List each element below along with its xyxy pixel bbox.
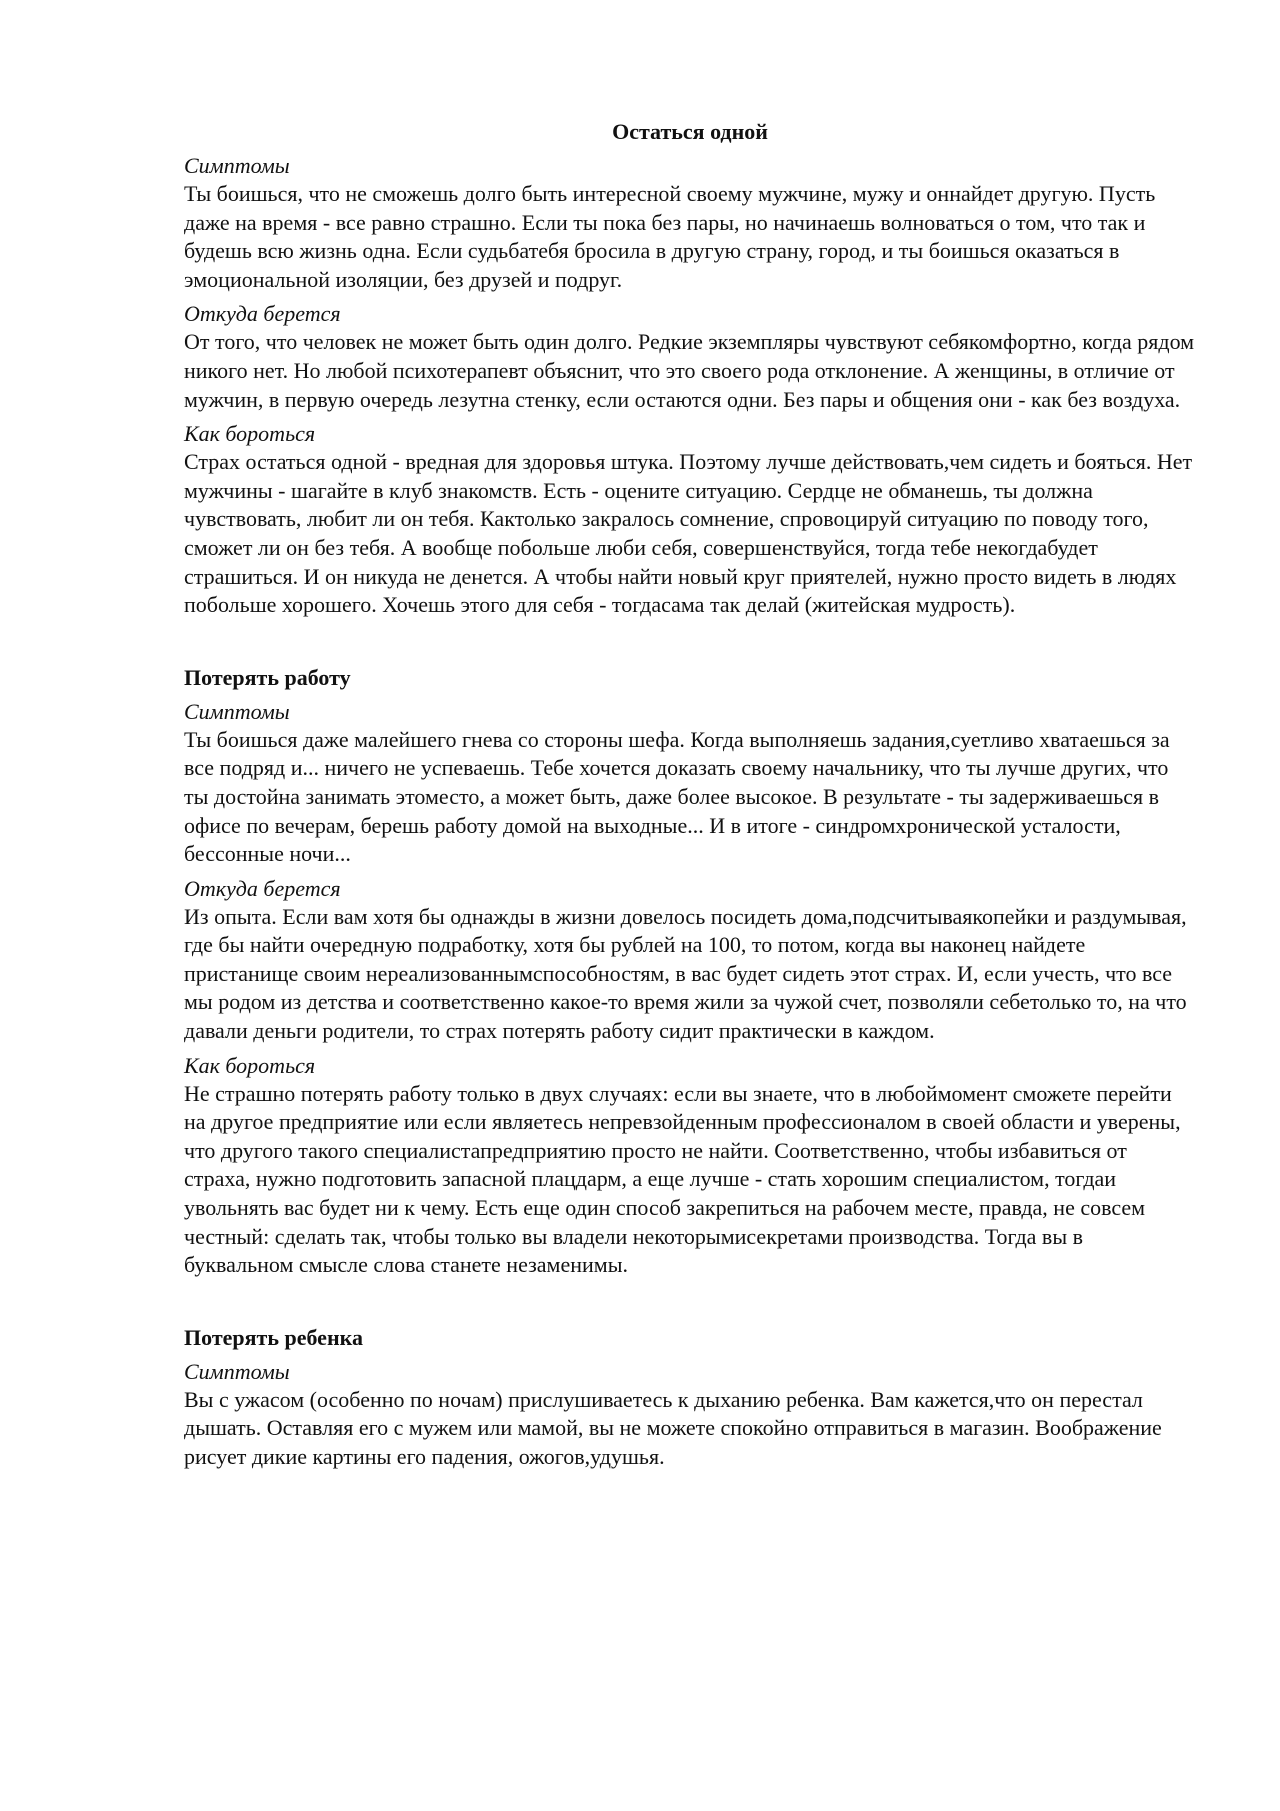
paragraph-symptoms: Ты боишься, что не сможешь долго быть интересной своему мужчине, мужу и оннайдет другую. Пусть даже на время - все равно страшно. Если ты пока без пары, но начинаешь волноваться о том, что так и будешь всю жизнь одна. Если судьбатебя бросила в другую страну, город, и ты боишься оказаться в эмоциональной изоляции, без друзей и подруг. <box>184 181 1156 292</box>
paragraph-origin: Из опыта. Если вам хотя бы однажды в жизни довелось посидеть дома,подсчитываякопейки и раздумывая, где бы найти очередную подработку, хотя бы рублей на 100, то потом, когда вы наконец найдете пристанище своим нереализованнымспособностям, в вас будет сидеть этот страх. И, если учесть, что все мы родом из детства и соответственно какое-то время жили за чужой счет, позволяли себетолько то, на что давали деньги родители, то страх потерять работу сидит практически в каждом. <box>184 903 1187 1044</box>
paragraph-coping: Страх остаться одной - вредная для здоровья штука. Поэтому лучше действовать,чем сидеть и бояться. Нет мужчины - шагайте в клуб знакомств. Есть - оцените ситуацию. Сердце не обманешь, ты должна чувствовать, любит ли он тебя. Кактолько закралось сомнение, спровоцируй ситуацию по поводу того, сможет ли он без тебя. А вообще побольше люби себя, совершенствуйся, тогда тебе некогдабудет страшиться. И он никуда не денется. А чтобы найти новый круг приятелей, нужно просто видеть в людях побольше хорошего. Хочешь этого для себя - тогдасама так делай (житейская мудрость). <box>184 449 1193 618</box>
document-page <box>184 118 1196 1478</box>
subhead-coping: Как бороться <box>184 1052 316 1078</box>
section-heading: Потерять работу <box>184 664 351 690</box>
paragraph-symptoms: Вы с ужасом (особенно по ночам) прислушиваетесь к дыханию ребенка. Вам кажется,что он перестал дышать. Оставляя его с мужем или мамой, вы не можете спокойно отправиться в магазин. Воображение рисует дикие картины его падения, ожогов,удушья. <box>184 1386 1162 1469</box>
paragraph-coping: Не страшно потерять работу только в двух случаях: если вы знаете, что в любоймомент сможете перейти на другое предприятие или если являетесь непревзойденным профессионалом в своей области и уверены, что другого такого специалистапредприятию просто не найти. Соответственно, чтобы избавиться от страха, нужно подготовить запасной плацдарм, а еще лучше - стать хорошим специалистом, тогдаи увольнять вас будет ни к чему. Есть еще один способ закрепиться на рабочем месте, правда, не совсем честный: сделать так, чтобы только вы владели некоторымисекретами производства. Тогда вы в буквальном смысле слова станете незаменимы. <box>184 1080 1181 1278</box>
section-spacer <box>184 1286 1196 1324</box>
section-alone <box>184 152 1196 620</box>
subhead-origin: Откуда берется <box>184 875 341 901</box>
subhead-coping: Как бороться <box>184 421 316 447</box>
section-job <box>184 664 1196 1280</box>
section-spacer <box>184 626 1196 664</box>
subhead-symptoms: Симптомы <box>184 698 290 724</box>
paragraph-origin: От того, что человек не может быть один долго. Редкие экземпляры чувствуют себякомфортно, когда рядом никого нет. Но любой психотерапевт объяснит, что это своего рода отклонение. А женщины, в отличие от мужчин, в первую очередь лезутна стенку, если остаются одни. Без пары и общения они - как без воздуха. <box>184 329 1195 412</box>
section-heading: Потерять ребенка <box>184 1324 363 1350</box>
paragraph-symptoms: Ты боишься даже малейшего гнева со стороны шефа. Когда выполняешь задания,суетливо хватаешься за все подряд и... ничего не успеваешь. Тебе хочется доказать своему начальнику, что ты лучше других, что ты достойна занимать этоместо, а может быть, даже более высокое. В результате - ты задерживаешься в офисе по вечерам, берешь работу домой на выходные... И в итоге - синдромхронической усталости, бессонные ночи... <box>184 726 1170 867</box>
subhead-symptoms: Симптомы <box>184 153 290 178</box>
subhead-symptoms: Симптомы <box>184 1358 290 1384</box>
section-child <box>184 1324 1196 1472</box>
document-title: Остаться одной <box>612 119 768 144</box>
subhead-origin: Откуда берется <box>184 301 341 327</box>
